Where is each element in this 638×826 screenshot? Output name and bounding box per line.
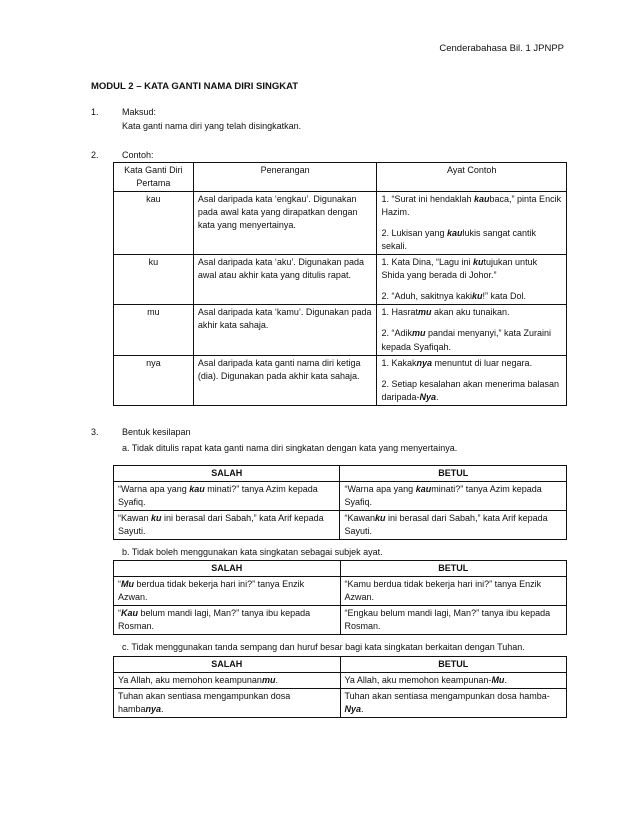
cell-text: “ xyxy=(118,608,121,619)
penerangan-cell: Asal daripada kata ‘aku’. Digunakan pada awal atau akhir kata yang ditulis rapat. xyxy=(193,255,377,305)
table-row xyxy=(114,606,567,635)
salah-cell xyxy=(114,606,341,635)
example-text: 2. Lukisan yang xyxy=(381,228,447,239)
table-b xyxy=(113,560,567,635)
section-1-number: 1. xyxy=(91,107,99,117)
cell-text: Ya Allah, aku memohon keampunan- xyxy=(344,675,492,686)
example-text: 1. “Surat ini hendaklah xyxy=(381,194,475,205)
example-text: baca,” pinta Encik Hazim. xyxy=(381,194,562,218)
emphasis-text: mu xyxy=(411,328,426,339)
cell-text: belum mandi lagi, Man?” tanya ibu kepada Rosman. xyxy=(118,608,311,632)
emphasis-text: ku xyxy=(473,257,484,268)
ayat-cell xyxy=(377,305,567,355)
salah-cell xyxy=(114,673,341,689)
example-text: menuntut di luar negara. xyxy=(432,357,533,368)
table-row xyxy=(114,255,567,305)
example-text: 2. “Aduh, sakitnya kaki xyxy=(381,291,472,302)
subsection-c-label: c. Tidak menggunakan tanda sempang dan huruf besar bagi kata singkatan berkaitan dengan Tuhan. xyxy=(122,642,525,652)
module-title: MODUL 2 – KATA GANTI NAMA DIRI SINGKAT xyxy=(91,81,299,92)
salah-header: SALAH xyxy=(114,657,341,673)
kgd-cell: ku xyxy=(114,255,194,305)
examples-table xyxy=(113,162,567,406)
cell-text: ini berasal dari Sabah,” kata Arif kepada Sayuti. xyxy=(344,513,548,537)
section-2-heading: Contoh: xyxy=(122,150,154,160)
section-3-number: 3. xyxy=(91,427,99,437)
cell-text: berdua tidak bekerja hari ini?” tanya Enzik Azwan. xyxy=(118,579,305,603)
cell-text: “ xyxy=(118,579,121,590)
cell-text: “Kawan xyxy=(118,513,152,524)
salah-cell xyxy=(114,689,341,718)
table-a-header-row xyxy=(114,466,567,482)
ayat-cell xyxy=(377,355,567,405)
emphasis-text: Mu xyxy=(121,579,134,590)
cell-text: ini berasal dari Sabah,” kata Arif kepada Sayuti. xyxy=(118,513,324,537)
salah-cell xyxy=(114,577,341,606)
section-3-heading: Bentuk kesilapan xyxy=(122,427,191,437)
emphasis-text: Nya xyxy=(344,704,362,715)
betul-cell xyxy=(340,689,567,718)
emphasis-text: kau xyxy=(189,484,205,495)
example-text: akan aku tunaikan. xyxy=(431,307,510,318)
betul-header: BETUL xyxy=(340,657,567,673)
cell-text: Tuhan akan sentiasa mengampunkan dosa hamba- xyxy=(344,691,550,702)
example-text: 1. Hasrat xyxy=(381,307,418,318)
table-row xyxy=(114,511,567,540)
table-row xyxy=(114,673,567,689)
emphasis-text: mu xyxy=(417,307,432,318)
section-1-heading: Maksud: xyxy=(122,107,157,117)
emphasis-text: mu xyxy=(261,675,276,686)
page-header: Cenderabahasa Bil. 1 JPNPP xyxy=(439,43,564,54)
example-text: 1. Kakak xyxy=(381,357,417,368)
emphasis-text: ku xyxy=(374,513,386,524)
cell-text: “Kamu berdua tidak bekerja hari ini?” tanya Enzik Azwan. xyxy=(344,579,542,603)
cell-text: “Warna apa yang xyxy=(118,484,190,495)
cell-text: “Kawan xyxy=(344,513,375,524)
example-text: . xyxy=(436,391,439,402)
table-c-header-row xyxy=(114,657,567,673)
cell-text: Tuhan akan sentiasa mengampunkan dosa hamba xyxy=(118,691,291,715)
section-1-text: Kata ganti nama diri yang telah disingkatkan. xyxy=(122,121,302,131)
example-text: 1. Kata Dina, “Lagu ini xyxy=(381,257,474,268)
example-text: lukis sangat cantik sekali. xyxy=(381,228,537,252)
table-row xyxy=(114,689,567,718)
table-b-header-row xyxy=(114,561,567,577)
ayat-cell xyxy=(377,255,567,305)
ayat-cell xyxy=(377,192,567,255)
example-text: tujukan untuk Shida yang berada di Johor.” xyxy=(381,257,538,281)
examples-header-row xyxy=(114,163,567,192)
salah-header: SALAH xyxy=(114,561,341,577)
table-row xyxy=(114,355,567,405)
kgd-cell: nya xyxy=(114,355,194,405)
salah-cell xyxy=(114,511,340,540)
emphasis-text: nya xyxy=(145,704,162,715)
betul-cell xyxy=(340,673,567,689)
example-text: 2. “Adik xyxy=(381,328,412,339)
salah-header: SALAH xyxy=(114,466,340,482)
table-row xyxy=(114,482,567,511)
emphasis-text: ku xyxy=(472,291,483,302)
table-row xyxy=(114,305,567,355)
cell-text: “Engkau belum mandi lagi, Man?” tanya ibu kepada Rosman. xyxy=(344,608,551,632)
betul-cell xyxy=(340,577,567,606)
subsection-a-label: a. Tidak ditulis rapat kata ganti nama diri singkatan dengan kata yang menyertainya. xyxy=(122,443,458,453)
emphasis-text: nya xyxy=(416,357,432,368)
col-header-kgd: Kata Ganti Diri Pertama xyxy=(114,163,194,192)
subsection-b-label: b. Tidak boleh menggunakan kata singkatan sebagai subjek ayat. xyxy=(122,547,383,557)
cell-text: . xyxy=(161,704,164,715)
salah-cell xyxy=(114,482,340,511)
cell-text: . xyxy=(275,675,278,686)
betul-cell xyxy=(340,606,567,635)
emphasis-text: Nya xyxy=(419,391,436,402)
col-header-penerangan: Penerangan xyxy=(193,163,377,192)
cell-text: “Warna apa yang xyxy=(344,484,416,495)
table-c xyxy=(113,656,567,718)
emphasis-text: Kau xyxy=(121,608,139,619)
betul-cell xyxy=(340,511,567,540)
emphasis-text: kau xyxy=(447,228,463,239)
betul-header: BETUL xyxy=(340,466,567,482)
example-text: !” kata Dol. xyxy=(482,291,527,302)
table-a xyxy=(113,465,567,540)
emphasis-text: ku xyxy=(151,513,162,524)
emphasis-text: kau xyxy=(415,484,432,495)
cell-text: minati?” tanya Azim kepada Syafiq. xyxy=(344,484,542,508)
cell-text: . xyxy=(504,675,507,686)
cell-text: minati?” tanya Azim kepada Syafiq. xyxy=(118,484,318,508)
example-text: pandai menyanyi,” kata Zuraini kepada Syafiqah. xyxy=(381,328,552,352)
betul-cell xyxy=(340,482,567,511)
example-text: 2. Setiap kesalahan akan menerima balasan daripada- xyxy=(381,378,560,402)
col-header-ayat: Ayat Contoh xyxy=(377,163,567,192)
kgd-cell: mu xyxy=(114,305,194,355)
table-row xyxy=(114,577,567,606)
emphasis-text: Mu xyxy=(491,675,505,686)
emphasis-text: kau xyxy=(474,194,490,205)
cell-text: . xyxy=(361,704,364,715)
section-2-number: 2. xyxy=(91,150,99,160)
penerangan-cell: Asal daripada kata ‘kamu’. Digunakan pada akhir kata sahaja. xyxy=(193,305,377,355)
penerangan-cell: Asal daripada kata ganti nama diri ketiga (dia). Digunakan pada akhir kata sahaja. xyxy=(193,355,377,405)
cell-text: Ya Allah, aku memohon keampunan xyxy=(118,675,262,686)
betul-header: BETUL xyxy=(340,561,567,577)
table-row xyxy=(114,192,567,255)
kgd-cell: kau xyxy=(114,192,194,255)
penerangan-cell: Asal daripada kata ‘engkau’. Digunakan pada awal kata yang dirapatkan dengan kata yang menyertainya. xyxy=(193,192,377,255)
